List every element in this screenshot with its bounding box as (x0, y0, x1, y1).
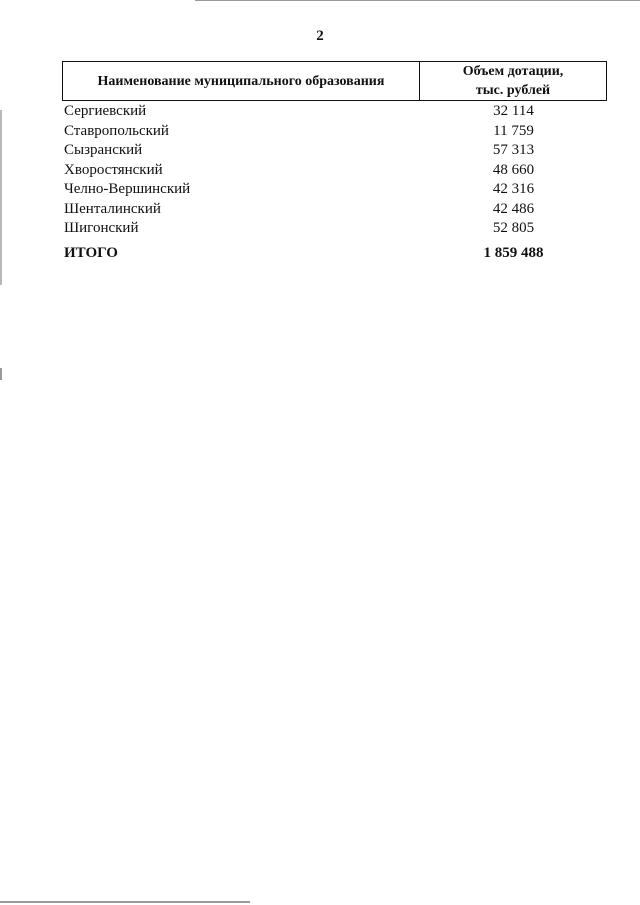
row-name: Ставропольский (64, 122, 169, 139)
row-value: 11 759 (493, 122, 534, 139)
table-row (64, 161, 607, 181)
row-name: Шенталинский (64, 200, 161, 217)
table-row (64, 141, 607, 161)
scan-edge-bottom (0, 901, 250, 903)
row-name: Хворостянский (64, 161, 163, 178)
column-header-name: Наименование муниципального образования (63, 62, 420, 100)
table-row (64, 122, 607, 142)
table-row (64, 200, 607, 220)
column-header-value-line1: Объем дотации, (462, 64, 564, 79)
table-body (64, 102, 607, 239)
row-name: Челно-Вершинский (64, 181, 191, 198)
scan-edge-left-mark (0, 368, 2, 380)
row-value: 48 660 (492, 161, 535, 178)
table-row (64, 219, 607, 239)
row-value: 52 805 (492, 220, 535, 237)
row-name: Сергиевский (64, 103, 147, 120)
row-value: 42 316 (492, 181, 535, 198)
scan-edge-top (195, 0, 640, 1)
row-value: 42 486 (492, 200, 535, 217)
table-header (62, 61, 607, 101)
total-value: 1 859 488 (483, 245, 544, 261)
table-row (64, 102, 607, 122)
column-header-value (420, 62, 606, 100)
total-label: ИТОГО (64, 245, 118, 261)
row-value: 57 313 (492, 142, 535, 159)
column-header-value-line2: тыс. рублей (475, 83, 551, 98)
row-value: 32 114 (493, 103, 534, 120)
row-name: Сызранский (64, 142, 143, 159)
total-row (64, 245, 607, 262)
table-row (64, 180, 607, 200)
row-name: Шигонский (64, 220, 139, 237)
page-number: 2 (316, 28, 324, 44)
scan-edge-left (0, 110, 2, 285)
